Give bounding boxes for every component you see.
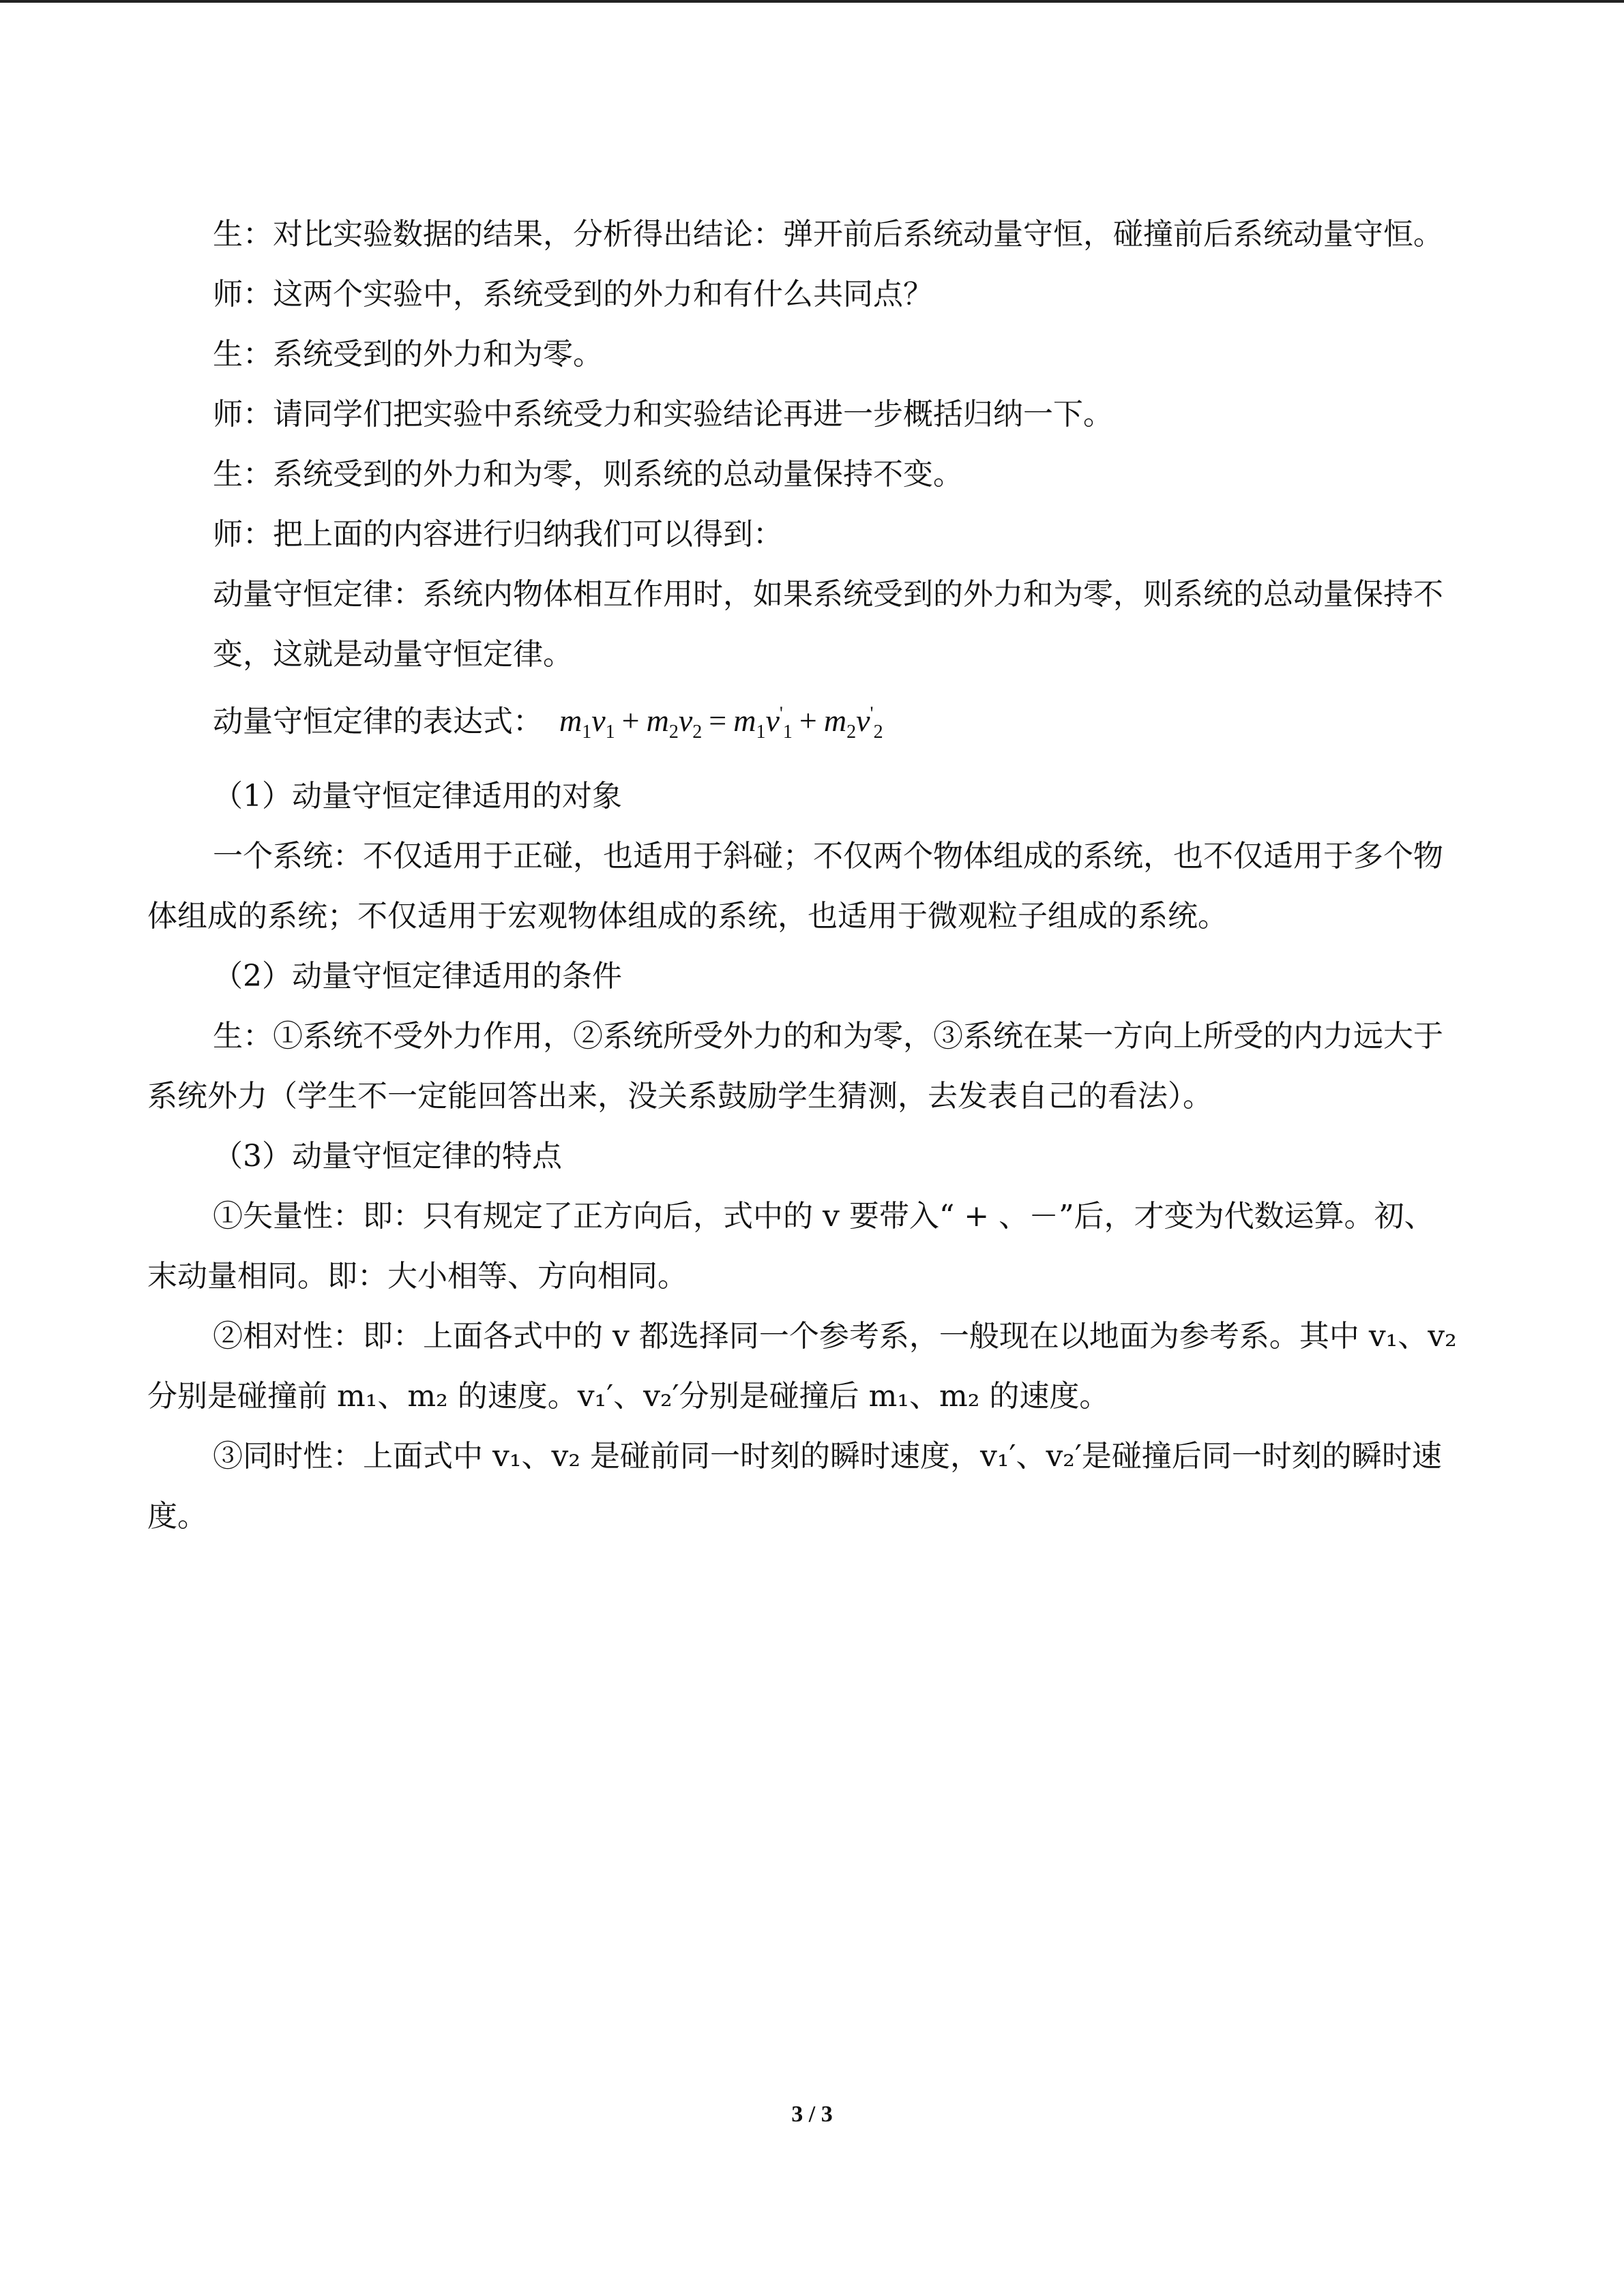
paragraph-teacher-question: 师：这两个实验中，系统受到的外力和有什么共同点？ xyxy=(213,277,933,312)
law-expression-line xyxy=(147,685,1464,766)
expression-label: 动量守恒定律的表达式： xyxy=(213,704,543,739)
paragraph-simultaneity-property: ③同时性：上面式中 v₁、v₂ 是碰前同一时刻的瞬时速度，v₁′、v₂′是碰撞后同一时刻的瞬时速度。 xyxy=(147,1439,1442,1534)
paragraph-teacher-induction: 师：把上面的内容进行归纳我们可以得到： xyxy=(213,517,783,552)
section-heading-characteristics: （3）动量守恒定律的特点 xyxy=(213,1139,562,1174)
paragraph-vector-property: ①矢量性：即：只有规定了正方向后，式中的 v 要带入“ + 、－”后，才变为代数运算。初、末动量相同。即：大小相等、方向相同。 xyxy=(147,1199,1434,1294)
paragraph-student-answer: 生：系统受到的外力和为零。 xyxy=(213,337,603,372)
paragraph-law-definition: 动量守恒定律：系统内物体相互作用时，如果系统受到的外力和为零，则系统的总动量保持不变，这就是动量守恒定律。 xyxy=(213,577,1443,672)
paragraph-applicable-conditions: 生：①系统不受外力作用，②系统所受外力的和为零，③系统在某一方向上所受的内力远大于系统外力（学生不一定能回答出来，没关系鼓励学生猜测，去发表自己的看法）。 xyxy=(147,1019,1443,1114)
top-border-rule xyxy=(0,0,1624,3)
section-heading-applicable-conditions: （2）动量守恒定律适用的条件 xyxy=(213,959,622,994)
paragraph-student-conclusion: 生：对比实验数据的结果，分析得出结论：弹开前后系统动量守恒，碰撞前后系统动量守恒。 xyxy=(213,217,1443,252)
paragraph-applicable-objects: 一个系统：不仅适用于正碰，也适用于斜碰；不仅两个物体组成的系统，也不仅适用于多个物体组成的系统；不仅适用于宏观物体组成的系统，也适用于微观粒子组成的系统。 xyxy=(147,839,1443,934)
page-number: 3 / 3 xyxy=(791,2102,833,2127)
paragraph-relativity-property: ②相对性：即：上面各式中的 v 都选择同一个参考系，一般现在以地面为参考系。其中 v₁、v₂ 分别是碰撞前 m₁、m₂ 的速度。v₁′、v₂′分别是碰撞后 m₁、m₂ 的速度。 xyxy=(147,1319,1457,1414)
paragraph-teacher-request: 师：请同学们把实验中系统受力和实验结论再进一步概括归纳一下。 xyxy=(213,397,1113,432)
momentum-conservation-formula: $m_1v_1 + m_2v_2 = m_1v'_1 + m_2v'_2$ xyxy=(559,703,883,743)
paragraph-student-summary: 生：系统受到的外力和为零，则系统的总动量保持不变。 xyxy=(213,457,963,492)
section-heading-applicable-objects: （1）动量守恒定律适用的对象 xyxy=(213,779,622,814)
document-body xyxy=(147,205,1464,1547)
